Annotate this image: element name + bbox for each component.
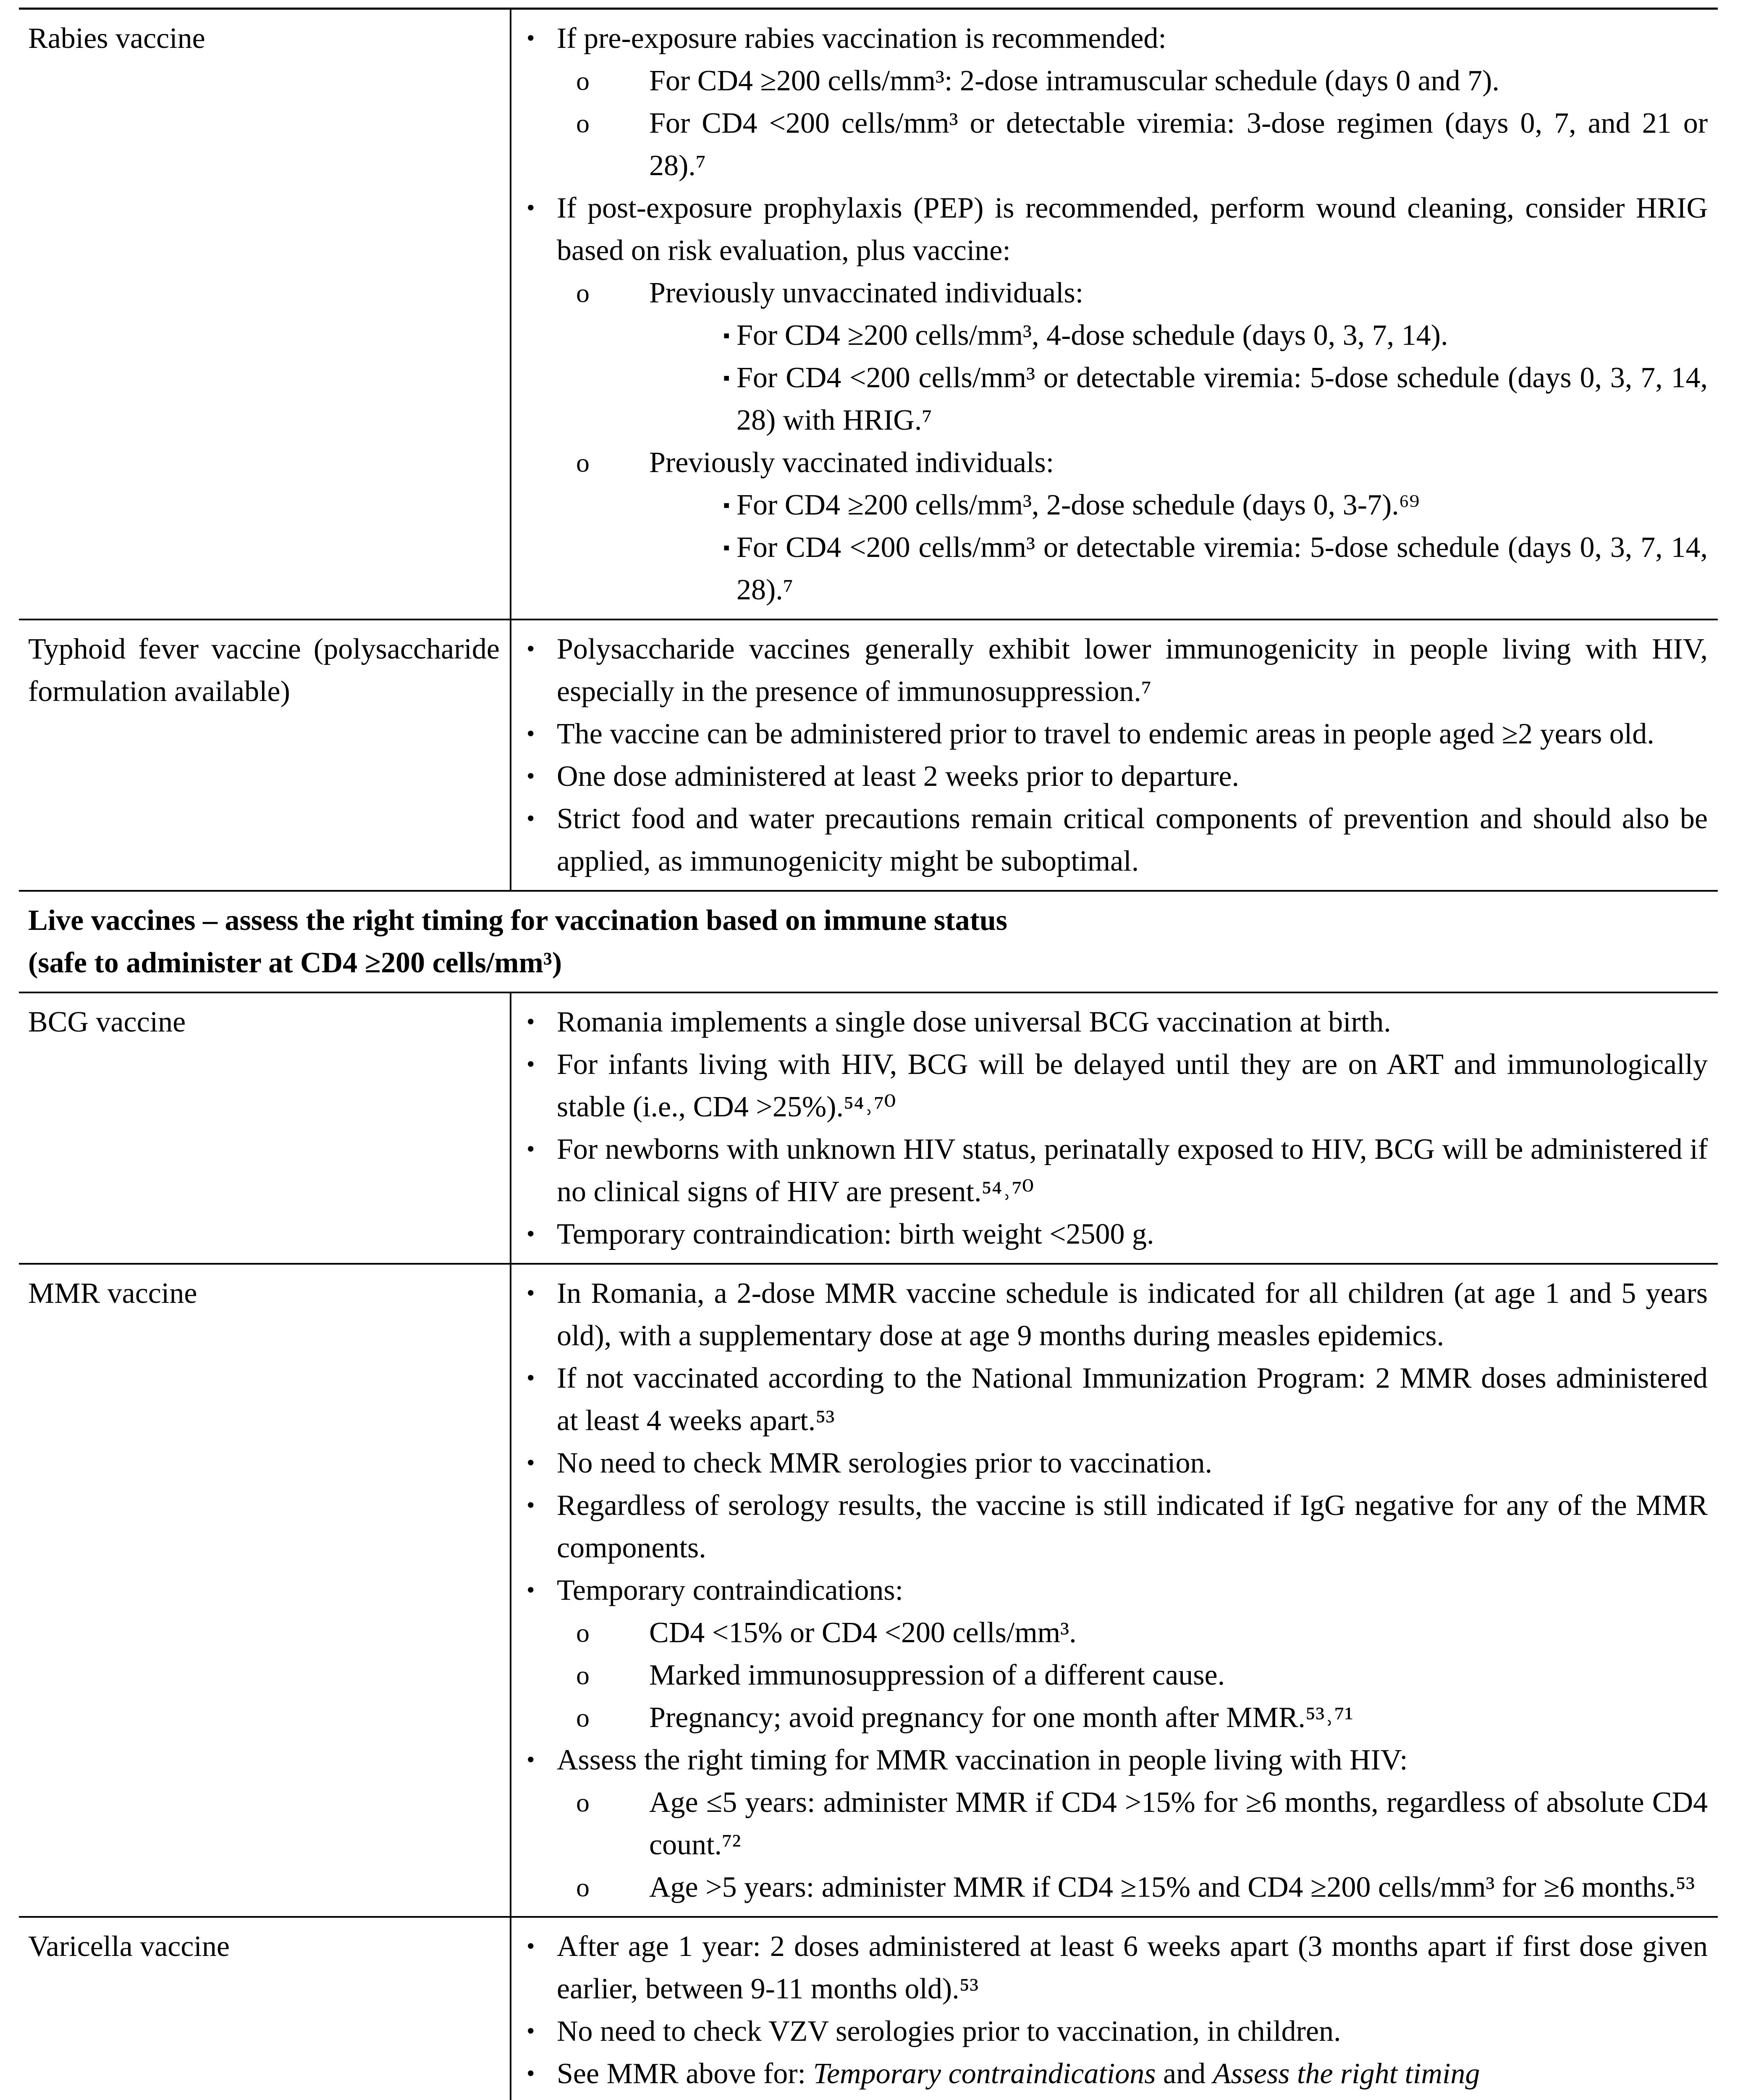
item-text: Previously vaccinated individuals:	[649, 446, 1054, 479]
item-text: For CD4 <200 cells/mm³ or detectable viremia: 5-dose schedule (days 0, 3, 7, 14, 28) with HRIG.⁷	[737, 362, 1708, 436]
bullet-icon: •	[527, 2018, 535, 2044]
list-item	[522, 1484, 1708, 1569]
list-item	[522, 1866, 1708, 1908]
list-item	[522, 1213, 1708, 1255]
circle-bullet-icon: o	[576, 1872, 590, 1902]
circle-bullet-icon: o	[576, 1788, 590, 1817]
item-text: Marked immunosuppression of a different cause.	[649, 1659, 1225, 1691]
list-item	[522, 314, 1708, 357]
item-text: CD4 <15% or CD4 <200 cells/mm³.	[649, 1617, 1077, 1649]
list-item	[522, 1925, 1708, 2010]
item-text: For CD4 ≥200 cells/mm³, 2-dose schedule (days 0, 3-7).⁶⁹	[737, 489, 1420, 521]
list-item	[522, 1272, 1708, 1357]
item-text: If post-exposure prophylaxis (PEP) is recommended, perform wound cleaning, consider HRIG based on risk evaluation, plus vaccine:	[557, 192, 1708, 267]
list-item	[522, 713, 1708, 755]
recommendations-cell	[511, 1918, 1718, 2100]
item-text: Polysaccharide vaccines generally exhibit lower immunogenicity in people living with HIV, especially in the presence of immunosuppression.⁷	[557, 633, 1708, 708]
item-text: For infants living with HIV, BCG will be delayed until they are on ART and immunologically stable (i.e., CD4 >25%).⁵⁴˒⁷⁰	[557, 1048, 1708, 1123]
item-text: For CD4 ≥200 cells/mm³: 2-dose intramuscular schedule (days 0 and 7).	[649, 65, 1499, 97]
vaccine-name: BCG vaccine	[19, 993, 511, 1263]
list-item	[522, 1442, 1708, 1484]
list-item	[522, 2053, 1708, 2095]
table-row	[19, 619, 1718, 890]
bullet-icon: •	[527, 1933, 535, 1959]
bullet-icon: •	[527, 1280, 535, 1306]
circle-bullet-icon: o	[576, 1660, 590, 1690]
item-text: For CD4 <200 cells/mm³ or detectable viremia: 3-dose regimen (days 0, 7, and 21 or 28).⁷	[649, 107, 1708, 182]
item-text: For newborns with unknown HIV status, perinatally exposed to HIV, BCG will be administered if no clinical signs of HIV are present.⁵⁴˒⁷⁰	[557, 1133, 1708, 1208]
item-text: For CD4 ≥200 cells/mm³, 4-dose schedule (days 0, 3, 7, 14).	[737, 319, 1448, 352]
circle-bullet-icon: o	[576, 1618, 590, 1648]
item-text-part: See MMR above for:	[557, 2058, 813, 2090]
square-bullet-icon: ▪	[723, 537, 730, 558]
item-text: No need to check VZV serologies prior to vaccination, in children.	[557, 2015, 1341, 2048]
list-item	[522, 1001, 1708, 1043]
bullet-icon: •	[527, 763, 535, 789]
item-text: Pregnancy; avoid pregnancy for one month after MMR.⁵³˒⁷¹	[649, 1701, 1353, 1734]
item-text: One dose administered at least 2 weeks prior to departure.	[557, 760, 1240, 793]
item-text: After age 1 year: 2 doses administered at least 6 weeks apart (3 months apart if first dose given earlier, between 9-11 months old).⁵³	[557, 1930, 1708, 2005]
emphasis-text: Assess the right timing	[1213, 2058, 1480, 2090]
bullet-icon: •	[527, 1450, 535, 1476]
table-row	[19, 992, 1718, 1263]
table-row	[19, 1916, 1718, 2100]
list-item	[522, 1569, 1708, 1612]
circle-bullet-icon: o	[576, 66, 590, 96]
list-item	[522, 1128, 1708, 1213]
bullet-icon: •	[527, 1051, 535, 1077]
list-item	[522, 2010, 1708, 2053]
bullet-icon: •	[527, 721, 535, 747]
table-row	[19, 10, 1718, 619]
list-item	[522, 484, 1708, 526]
item-text: The vaccine can be administered prior to travel to endemic areas in people aged ≥2 years old.	[557, 718, 1654, 750]
recommendations-cell	[511, 993, 1718, 1263]
square-bullet-icon: ▪	[723, 325, 730, 346]
item-text: No need to check MMR serologies prior to vaccination.	[557, 1447, 1212, 1479]
vaccine-name: Rabies vaccine	[19, 10, 511, 619]
list-item	[522, 755, 1708, 798]
list-item	[522, 526, 1708, 611]
bullet-icon: •	[527, 25, 535, 51]
square-bullet-icon: ▪	[723, 367, 730, 388]
item-text: Temporary contraindications:	[557, 1574, 904, 1606]
list-item	[522, 628, 1708, 713]
recommendations-cell	[511, 620, 1718, 890]
section-header-row	[19, 890, 1718, 992]
list-item	[522, 357, 1708, 441]
item-text: Romania implements a single dose universal BCG vaccination at birth.	[557, 1006, 1391, 1038]
list-item	[522, 1357, 1708, 1442]
table-row	[19, 1263, 1718, 1916]
vaccine-table	[19, 8, 1718, 2100]
list-item	[522, 187, 1708, 272]
vaccine-name: Typhoid fever vaccine (polysaccharide formulation available)	[19, 620, 511, 890]
section-header-line: (safe to administer at CD4 ≥200 cells/mm³)	[28, 947, 562, 979]
list-item	[522, 102, 1708, 187]
item-text: Assess the right timing for MMR vaccination in people living with HIV:	[557, 1744, 1408, 1776]
list-item	[522, 272, 1708, 314]
list-item	[522, 1043, 1708, 1128]
section-header	[19, 892, 1718, 992]
item-text: Previously unvaccinated individuals:	[649, 277, 1084, 309]
bullet-icon: •	[527, 636, 535, 662]
recommendations-cell	[511, 10, 1718, 619]
item-text: Age ≤5 years: administer MMR if CD4 >15% for ≥6 months, regardless of absolute CD4 count.⁷²	[649, 1786, 1708, 1861]
item-text: Temporary contraindication: birth weight <2500 g.	[557, 1218, 1154, 1250]
item-text: For CD4 <200 cells/mm³ or detectable viremia: 5-dose schedule (days 0, 3, 7, 14, 28).⁷	[737, 531, 1708, 606]
item-text: Regardless of serology results, the vaccine is still indicated if IgG negative for any of the MMR components.	[557, 1489, 1708, 1564]
emphasis-text: Temporary contraindications	[813, 2058, 1156, 2090]
bullet-icon: •	[527, 1747, 535, 1773]
circle-bullet-icon: o	[576, 1703, 590, 1732]
square-bullet-icon: ▪	[723, 494, 730, 516]
item-text: Age >5 years: administer MMR if CD4 ≥15% and CD4 ≥200 cells/mm³ for ≥6 months.⁵³	[649, 1871, 1695, 1903]
vaccine-name: MMR vaccine	[19, 1265, 511, 1916]
bullet-icon: •	[527, 1221, 535, 1247]
recommendations-cell	[511, 1265, 1718, 1916]
list-item	[522, 17, 1708, 60]
bullet-icon: •	[527, 1577, 535, 1603]
list-item	[522, 1654, 1708, 1696]
bullet-icon: •	[527, 1365, 535, 1391]
bullet-icon: •	[527, 195, 535, 221]
bullet-icon: •	[527, 1136, 535, 1162]
bullet-icon: •	[527, 2061, 535, 2087]
bullet-icon: •	[527, 806, 535, 832]
section-header-line: Live vaccines – assess the right timing for vaccination based on immune status	[28, 904, 1008, 937]
bullet-icon: •	[527, 1009, 535, 1035]
list-item	[522, 441, 1708, 484]
list-item	[522, 1739, 1708, 1781]
circle-bullet-icon: o	[576, 108, 590, 138]
item-text: If pre-exposure rabies vaccination is recommended:	[557, 22, 1166, 55]
list-item	[522, 1696, 1708, 1739]
circle-bullet-icon: o	[576, 448, 590, 478]
list-item	[522, 798, 1708, 882]
bullet-icon: •	[527, 1492, 535, 1518]
item-text-part: and	[1156, 2058, 1213, 2090]
vaccine-name: Varicella vaccine	[19, 1918, 511, 2100]
item-text: Strict food and water precautions remain critical components of prevention and should also be applied, as immunogenicity might be suboptimal.	[557, 803, 1708, 877]
item-text: If not vaccinated according to the National Immunization Program: 2 MMR doses administered at least 4 weeks apart.⁵³	[557, 1362, 1708, 1437]
list-item	[522, 1781, 1708, 1866]
item-text: In Romania, a 2-dose MMR vaccine schedule is indicated for all children (at age 1 and 5 years old), with a supplementary dose at age 9 months during measles epidemics.	[557, 1277, 1708, 1352]
list-item	[522, 1612, 1708, 1654]
circle-bullet-icon: o	[576, 278, 590, 308]
list-item	[522, 60, 1708, 102]
